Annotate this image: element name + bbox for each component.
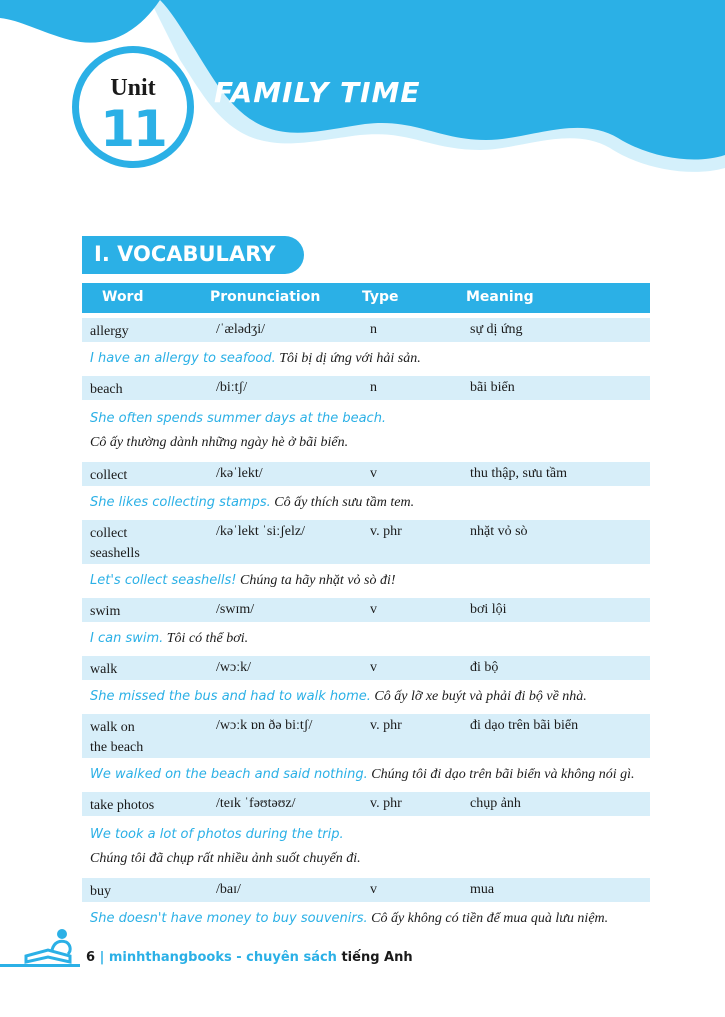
pronunciation-cell: /ˈælədʒi/ — [216, 322, 265, 337]
word-cell: allergy — [90, 324, 129, 339]
meaning-cell: mua — [470, 882, 495, 897]
meaning-cell: nhặt vỏ sò — [470, 524, 528, 539]
meaning-cell: đi dạo trên bãi biển — [470, 718, 579, 733]
table-row — [82, 714, 650, 758]
type-cell: n — [370, 322, 377, 337]
pronunciation-cell: /wɔːk ɒn ðə biːtʃ/ — [216, 718, 313, 733]
example-english: Let's collect seashells! — [90, 573, 237, 588]
word-cell-line2: seashells — [90, 546, 140, 561]
table-row — [82, 462, 650, 486]
example-english: She likes collecting stamps. — [90, 495, 271, 510]
example-english: I have an allergy to seafood. — [90, 351, 276, 366]
table-row — [82, 598, 650, 622]
footer-rule — [0, 964, 80, 967]
header-meaning: Meaning — [466, 289, 534, 305]
table-row — [82, 878, 650, 902]
example-english: She doesn't have money to buy souvenirs. — [90, 911, 368, 926]
example-sentence — [82, 400, 650, 457]
example-vietnamese: Chúng ta hãy nhặt vỏ sò đi! — [239, 573, 396, 588]
example-sentence — [82, 816, 650, 873]
meaning-cell: đi bộ — [470, 660, 499, 675]
pronunciation-cell: /baɪ/ — [216, 882, 241, 897]
type-cell: v — [370, 660, 377, 675]
header-word: Word — [102, 289, 144, 305]
example-english: We took a lot of photos during the trip. — [90, 827, 344, 842]
example-sentence — [82, 564, 650, 593]
pronunciation-cell: /wɔːk/ — [216, 660, 251, 675]
word-cell: collect — [90, 526, 128, 541]
example-english: I can swim. — [90, 631, 164, 646]
table-row — [82, 376, 650, 400]
example-vietnamese: Chúng tôi đã chụp rất nhiều ảnh suốt chuyến đi. — [90, 851, 361, 866]
page-footer — [86, 950, 413, 965]
word-cell: walk on — [90, 720, 135, 735]
example-vietnamese: Cô ấy lỡ xe buýt và phải đi bộ về nhà. — [374, 689, 587, 704]
page-number: 6 — [86, 950, 96, 965]
example-sentence — [82, 622, 650, 651]
unit-label: Unit — [110, 75, 156, 101]
unit-title: FAMILY TIME — [214, 76, 421, 109]
example-sentence — [82, 902, 650, 931]
example-sentence — [82, 680, 650, 709]
header-pronunciation: Pronunciation — [210, 289, 321, 305]
example-vietnamese: Cô ấy thích sưu tầm tem. — [274, 495, 415, 510]
example-vietnamese: Chúng tôi đi dạo trên bãi biển và không nói gì. — [371, 767, 635, 782]
example-vietnamese: Tôi bị dị ứng với hải sản. — [279, 351, 421, 366]
word-cell: walk — [90, 662, 118, 677]
meaning-cell: chụp ảnh — [470, 796, 521, 811]
example-vietnamese: Tôi có thể bơi. — [166, 631, 249, 646]
example-english: She missed the bus and had to walk home. — [90, 689, 371, 704]
type-cell: n — [370, 380, 377, 395]
footer-separator: | — [99, 950, 105, 965]
footer-brand-bold: tiếng Anh — [341, 950, 413, 965]
meaning-cell: bãi biển — [470, 380, 515, 395]
word-cell: collect — [90, 468, 128, 483]
pronunciation-cell: /kəˈlekt ˈsiːʃelz/ — [216, 524, 306, 539]
header-type: Type — [362, 289, 399, 305]
example-vietnamese: Cô ấy không có tiền để mua quà lưu niệm. — [371, 911, 609, 926]
footer-brand: minhthangbooks - chuyên sách — [108, 950, 337, 965]
word-cell-line2: the beach — [90, 740, 144, 755]
example-sentence — [82, 342, 650, 371]
table-row — [82, 656, 650, 680]
table-row — [82, 520, 650, 564]
table-row — [82, 318, 650, 342]
type-cell: v — [370, 602, 377, 617]
section-title: I. VOCABULARY — [94, 242, 276, 266]
type-cell: v. phr — [370, 796, 402, 811]
unit-badge — [72, 46, 194, 168]
word-cell: swim — [90, 604, 121, 619]
meaning-cell: sự dị ứng — [470, 322, 523, 337]
word-cell: beach — [90, 382, 123, 397]
example-sentence — [82, 486, 650, 515]
table-row — [82, 792, 650, 816]
section-heading — [82, 236, 304, 274]
type-cell: v. phr — [370, 718, 402, 733]
example-sentence — [82, 758, 650, 787]
type-cell: v — [370, 882, 377, 897]
example-vietnamese: Cô ấy thường dành những ngày hè ở bãi biển. — [90, 435, 349, 450]
pronunciation-cell: /biːtʃ/ — [216, 380, 248, 395]
vocabulary-table — [82, 283, 650, 931]
meaning-cell: bơi lội — [470, 602, 507, 617]
type-cell: v. phr — [370, 524, 402, 539]
type-cell: v — [370, 466, 377, 481]
pronunciation-cell: /teɪk ˈfəʊtəʊz/ — [216, 796, 296, 811]
word-cell: take photos — [90, 798, 155, 813]
pronunciation-cell: /swɪm/ — [216, 602, 255, 617]
example-english: She often spends summer days at the beach. — [90, 411, 387, 426]
pronunciation-cell: /kəˈlekt/ — [216, 466, 263, 481]
meaning-cell: thu thập, sưu tầm — [470, 466, 568, 481]
word-cell: buy — [90, 884, 111, 899]
table-header — [82, 283, 650, 313]
unit-number: 11 — [100, 100, 166, 158]
example-english: We walked on the beach and said nothing. — [90, 767, 368, 782]
book-reader-icon — [22, 926, 80, 966]
